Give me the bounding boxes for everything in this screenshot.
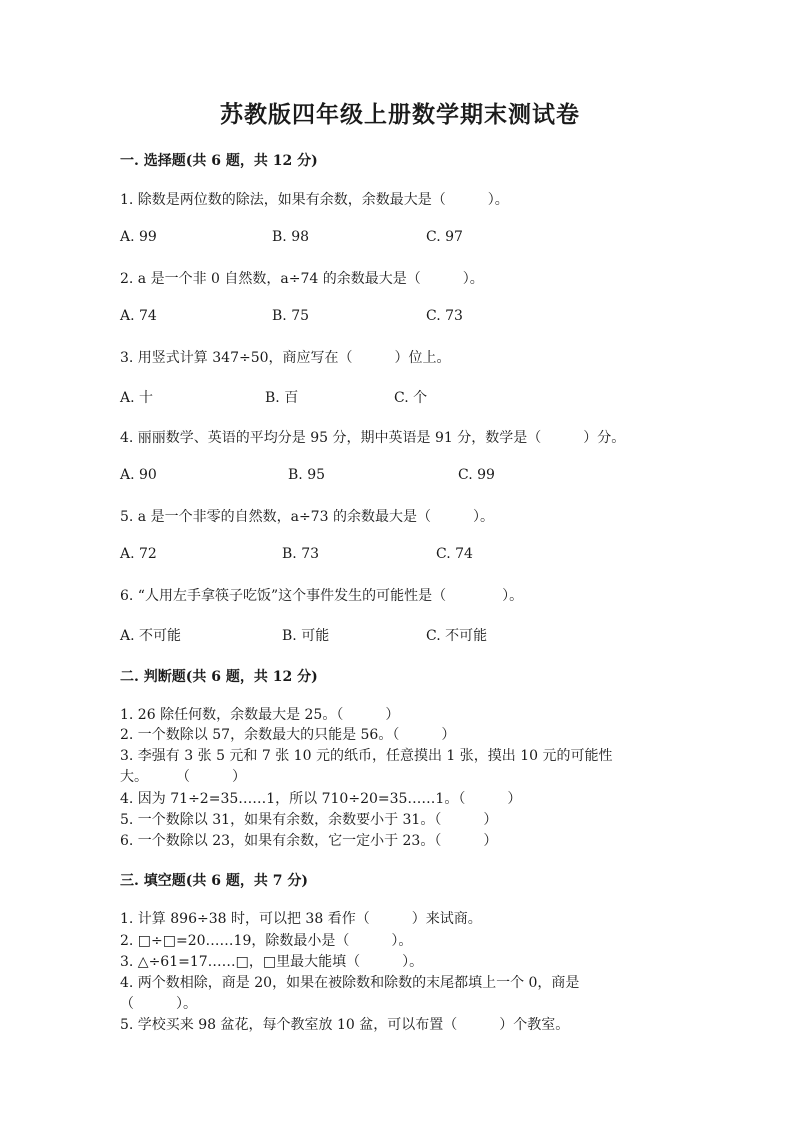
q3-option-b: B. 百	[265, 390, 299, 406]
judgement-line-1: 1. 26 除任何数，余数最大是 25。（ ）	[120, 707, 400, 723]
q1-option-b: B. 98	[272, 229, 310, 245]
section-heading-judgement: 二. 判断题(共 6 题，共 12 分)	[120, 669, 318, 685]
fill-line-4-cont: （ ）。	[120, 996, 197, 1012]
question-1: 1. 除数是两位数的除法，如果有余数，余数最大是（ ）。	[120, 192, 509, 208]
question-3: 3. 用竖式计算 347÷50，商应写在（ ）位上。	[120, 350, 451, 366]
question-2: 2. a 是一个非 0 自然数，a÷74 的余数最大是（ ）。	[120, 271, 484, 287]
fill-line-1: 1. 计算 896÷38 时，可以把 38 看作（ ）来试商。	[120, 911, 482, 927]
q4-option-c: C. 99	[458, 467, 495, 483]
q2-option-b: B. 75	[272, 308, 310, 324]
q2-option-c: C. 73	[426, 308, 463, 324]
question-4: 4. 丽丽数学、英语的平均分是 95 分，期中英语是 91 分，数学是（ ）分。	[120, 430, 626, 446]
q5-option-a: A. 72	[120, 546, 157, 562]
q2-option-a: A. 74	[120, 308, 157, 324]
q5-option-c: C. 74	[436, 546, 473, 562]
judgement-line-2: 2. 一个数除以 57，余数最大的只能是 56。（ ）	[120, 727, 456, 743]
q6-option-c: C. 不可能	[426, 628, 488, 644]
q3-option-c: C. 个	[394, 390, 428, 406]
q1-option-a: A. 99	[120, 229, 157, 245]
fill-line-4: 4. 两个数相除，商是 20，如果在被除数和除数的末尾都填上一个 0，商是	[120, 975, 580, 991]
fill-line-3: 3. △÷61=17……□，□里最大能填（ ）。	[120, 954, 424, 970]
section-heading-choice: 一. 选择题(共 6 题，共 12 分)	[120, 153, 318, 169]
q3-option-a: A. 十	[120, 390, 154, 406]
question-6: 6. “人用左手拿筷子吃饭”这个事件发生的可能性是（ ）。	[120, 588, 524, 604]
q6-option-a: A. 不可能	[120, 628, 182, 644]
fill-line-2: 2. □÷□=20……19，除数最小是（ ）。	[120, 933, 413, 949]
q5-option-b: B. 73	[282, 546, 320, 562]
judgement-line-3: 3. 李强有 3 张 5 元和 7 张 10 元的纸币，任意摸出 1 张，摸出 10 元的可能性	[120, 748, 613, 764]
fill-line-5: 5. 学校买来 98 盆花，每个教室放 10 盆，可以布置（ ）个教室。	[120, 1017, 570, 1033]
page-title: 苏教版四年级上册数学期末测试卷	[220, 101, 580, 128]
q4-option-b: B. 95	[288, 467, 326, 483]
judgement-line-3-cont: 大。 （ ）	[120, 769, 246, 785]
q6-option-b: B. 可能	[282, 628, 330, 644]
q1-option-c: C. 97	[426, 229, 463, 245]
judgement-line-6: 6. 一个数除以 23，如果有余数，它一定小于 23。（ ）	[120, 833, 498, 849]
question-5: 5. a 是一个非零的自然数，a÷73 的余数最大是（ ）。	[120, 509, 494, 525]
q4-option-a: A. 90	[120, 467, 157, 483]
judgement-line-4: 4. 因为 71÷2=35……1，所以 710÷20=35……1。（ ）	[120, 791, 522, 807]
section-heading-fill: 三. 填空题(共 6 题，共 7 分)	[120, 873, 308, 889]
judgement-line-5: 5. 一个数除以 31，如果有余数，余数要小于 31。（ ）	[120, 812, 498, 828]
